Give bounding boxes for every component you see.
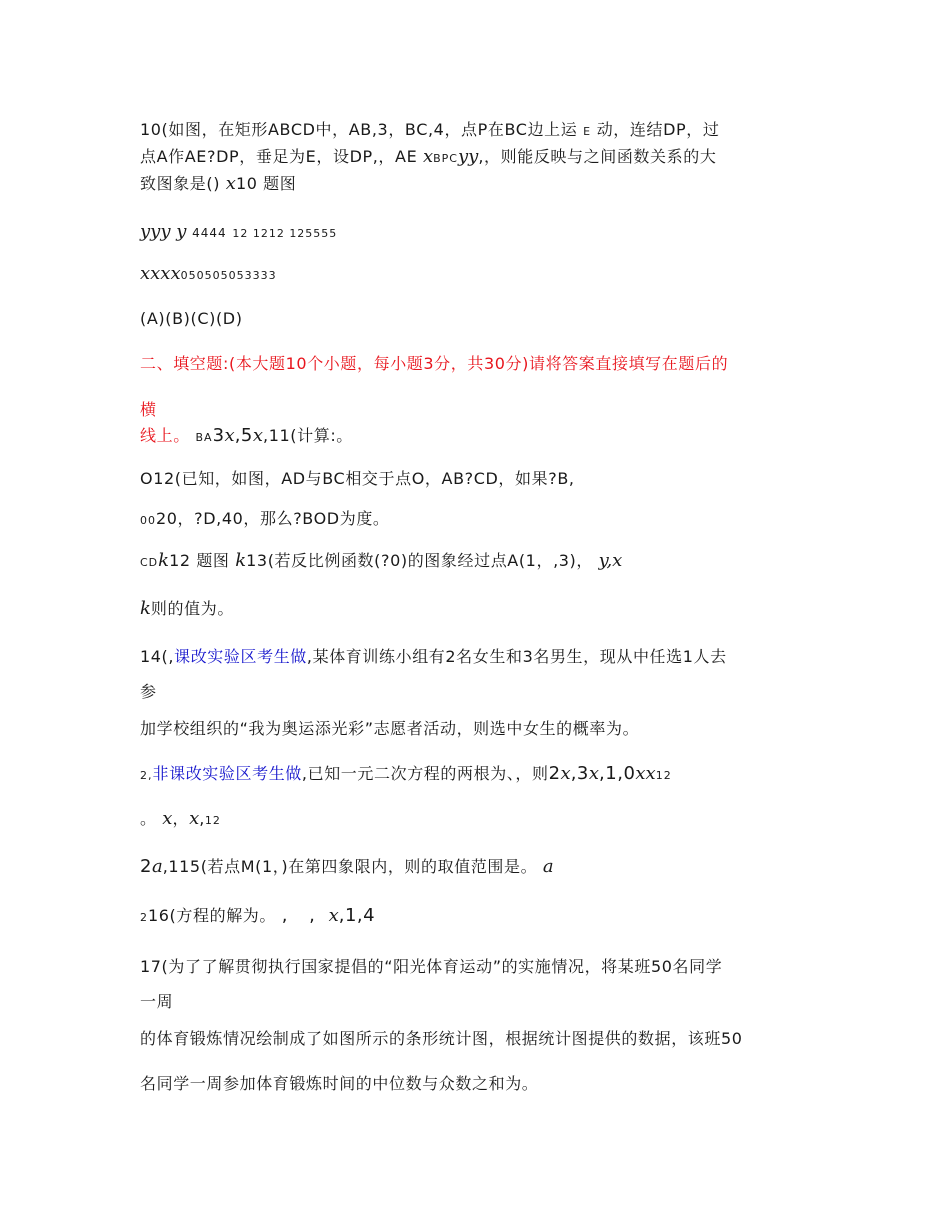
q12-line-2: 0020，?D,40，那么?BOD为度。 [140,509,390,528]
q14-alt-line-1: 2,非课改实验区考生做,已知一元二次方程的两根为、，则2x,3x,1,0xx12 [140,763,672,784]
q15-line: 2a,115(若点M(1，)在第四象限内，则的取值范围是。 a [140,856,554,877]
q10-options: (A)(B)(C)(D) [140,309,243,328]
q13-line-2: k则的值为。 [140,598,234,619]
q17-line-2: 的体育锻炼情况绘制成了如图所示的条形统计图，根据统计图提供的数据，该班50 [140,1029,743,1048]
section-2-heading-1-wrap: 横 [140,400,157,419]
q14-line-1: 14(,课改实验区考生做,某体育训练小组有2名女生和3名男生，现从中任选1人去 [140,647,727,666]
section-2-heading-1: 二、填空题:(本大题10个小题，每小题3分，共30分)请将答案直接填写在题后的 [140,354,729,373]
q10-line-1: 10(如图，在矩形ABCD中，AB,3，BC,4，点P在BC边上运 E 动，连结DP，过 [140,120,720,139]
q10-line-3: 致图象是() x10 题图 [140,173,297,194]
q17-line-1: 17(为了了解贯彻执行国家提倡的“阳光体育运动”的实施情况，将某班50名同学 [140,957,723,976]
q17-line-3: 名同学一周参加体育锻炼时间的中位数与众数之和为。 [140,1074,539,1093]
q10-graph-labels-y: yyy y 4444 12 1212 125555 [140,221,338,242]
q14-line-2: 加学校组织的“我为奥运添光彩”志愿者活动，则选中女生的概率为。 [140,719,640,738]
q16-line: 216(方程的解为。 , , x,1,4 [140,905,376,926]
q10-line-2: 点A作AE?DP，垂足为E，设DP,，AE xBPCyy,，则能反映与之间函数关系的大 [140,146,717,167]
q14-line-1-wrap: 参 [140,682,157,701]
q17-line-1-wrap: 一周 [140,992,174,1011]
q13-line-1: CDk12 题图 k13(若反比例函数(?0)的图象经过点A(1，,3)， y,x [140,550,623,571]
q14-alt-line-2: 。 x，x,12 [140,808,221,829]
q10-graph-labels-x: xxxx050505053333 [140,263,277,284]
q12-line-1: O12(已知，如图，AD与BC相交于点O，AB?CD，如果?B, [140,469,575,488]
section-2-heading-2: 线上。 BA3x,5x,11(计算:。 [140,425,353,446]
